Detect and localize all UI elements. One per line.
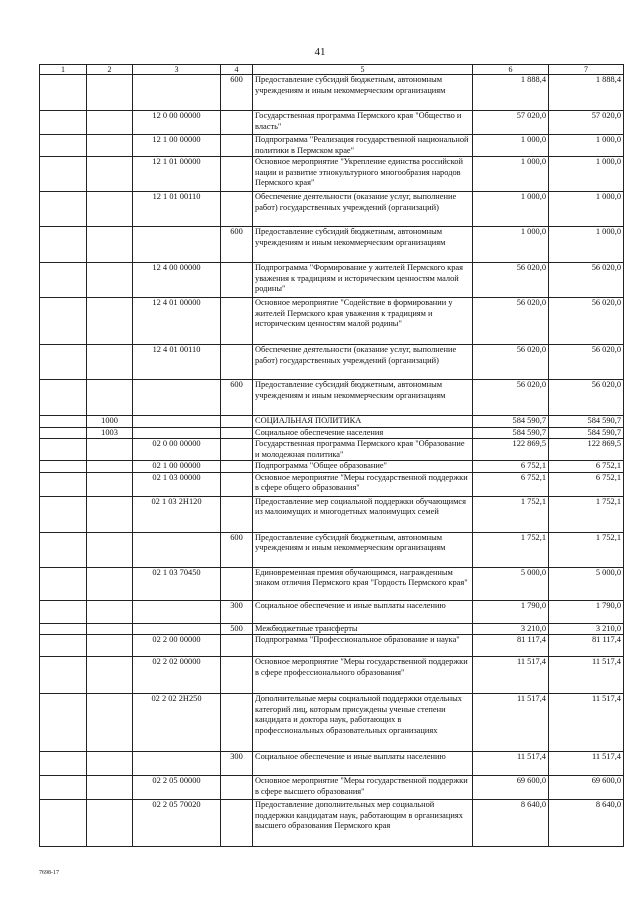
cell-col-1 bbox=[40, 472, 87, 496]
table-row bbox=[40, 532, 624, 567]
cell-amount-6: 11 517,4 bbox=[473, 694, 549, 752]
cell-expense-type: 300 bbox=[221, 600, 253, 623]
cell-target-code: 02 2 05 00000 bbox=[133, 776, 221, 800]
cell-col-1 bbox=[40, 298, 87, 345]
cell-name: Социальное обеспечение населения bbox=[253, 427, 473, 439]
header-col-3: 3 bbox=[133, 65, 221, 75]
cell-col-1 bbox=[40, 75, 87, 111]
cell-name: Обеспечение деятельности (оказание услуг, выполнение работ) государственных учреждений (организаций) bbox=[253, 345, 473, 380]
cell-section-code bbox=[87, 623, 133, 635]
table-row bbox=[40, 461, 624, 473]
cell-amount-6: 8 640,0 bbox=[473, 800, 549, 847]
cell-target-code: 12 0 00 00000 bbox=[133, 111, 221, 135]
cell-section-code bbox=[87, 600, 133, 623]
cell-section-code bbox=[87, 461, 133, 473]
cell-target-code: 12 4 01 00000 bbox=[133, 298, 221, 345]
cell-name: Государственная программа Пермского края "Общество и власть" bbox=[253, 111, 473, 135]
table-row bbox=[40, 380, 624, 416]
budget-table bbox=[39, 64, 624, 847]
cell-expense-type: 600 bbox=[221, 532, 253, 567]
cell-col-1 bbox=[40, 157, 87, 192]
table-header-row bbox=[40, 65, 624, 75]
cell-amount-6: 3 210,0 bbox=[473, 623, 549, 635]
cell-amount-7: 56 020,0 bbox=[549, 345, 624, 380]
cell-col-1 bbox=[40, 776, 87, 800]
table-row bbox=[40, 752, 624, 776]
cell-section-code bbox=[87, 635, 133, 657]
table-row bbox=[40, 135, 624, 157]
cell-amount-6: 584 590,7 bbox=[473, 427, 549, 439]
cell-col-1 bbox=[40, 600, 87, 623]
cell-section-code bbox=[87, 567, 133, 600]
cell-amount-7: 3 210,0 bbox=[549, 623, 624, 635]
cell-amount-7: 5 000,0 bbox=[549, 567, 624, 600]
cell-amount-7: 1 000,0 bbox=[549, 227, 624, 263]
cell-section-code bbox=[87, 380, 133, 416]
cell-name: Государственная программа Пермского края "Образование и молодежная политика" bbox=[253, 439, 473, 461]
cell-amount-6: 1 000,0 bbox=[473, 227, 549, 263]
cell-target-code: 02 1 03 2Н120 bbox=[133, 496, 221, 532]
cell-amount-6: 11 517,4 bbox=[473, 752, 549, 776]
cell-name: Подпрограмма "Формирование у жителей Пермского края уважения к традициям и историческим ценностям малой родины" bbox=[253, 263, 473, 298]
cell-expense-type bbox=[221, 694, 253, 752]
table-row bbox=[40, 439, 624, 461]
cell-amount-6: 122 869,5 bbox=[473, 439, 549, 461]
cell-col-1 bbox=[40, 111, 87, 135]
header-col-4: 4 bbox=[221, 65, 253, 75]
cell-name: Подпрограмма "Общее образование" bbox=[253, 461, 473, 473]
table-row bbox=[40, 635, 624, 657]
cell-amount-7: 11 517,4 bbox=[549, 657, 624, 694]
cell-col-1 bbox=[40, 380, 87, 416]
cell-name: Подпрограмма "Реализация государственной национальной политики в Пермском крае" bbox=[253, 135, 473, 157]
cell-amount-7: 1 888,4 bbox=[549, 75, 624, 111]
cell-section-code bbox=[87, 694, 133, 752]
cell-name: Дополнительные меры социальной поддержки отдельных категорий лиц, которым присуждены ученые степени кандидата и доктора наук, работающих в профессиональных образовательных организациях bbox=[253, 694, 473, 752]
cell-amount-6: 584 590,7 bbox=[473, 416, 549, 428]
table-row bbox=[40, 623, 624, 635]
cell-amount-7: 6 752,1 bbox=[549, 461, 624, 473]
table-row bbox=[40, 694, 624, 752]
cell-col-1 bbox=[40, 263, 87, 298]
cell-amount-6: 81 117,4 bbox=[473, 635, 549, 657]
cell-col-1 bbox=[40, 427, 87, 439]
cell-expense-type bbox=[221, 298, 253, 345]
cell-expense-type bbox=[221, 263, 253, 298]
cell-target-code bbox=[133, 427, 221, 439]
cell-section-code bbox=[87, 298, 133, 345]
cell-target-code: 12 4 00 00000 bbox=[133, 263, 221, 298]
cell-amount-6: 1 752,1 bbox=[473, 496, 549, 532]
cell-target-code bbox=[133, 416, 221, 428]
cell-section-code bbox=[87, 111, 133, 135]
cell-expense-type bbox=[221, 472, 253, 496]
cell-section-code bbox=[87, 800, 133, 847]
cell-amount-6: 56 020,0 bbox=[473, 263, 549, 298]
cell-amount-6: 56 020,0 bbox=[473, 298, 549, 345]
cell-target-code bbox=[133, 532, 221, 567]
cell-target-code bbox=[133, 600, 221, 623]
cell-section-code bbox=[87, 75, 133, 111]
cell-section-code bbox=[87, 657, 133, 694]
cell-amount-7: 584 590,7 bbox=[549, 416, 624, 428]
cell-amount-6: 56 020,0 bbox=[473, 380, 549, 416]
cell-name: Предоставление субсидий бюджетным, автономным учреждениям и иным некоммерческим организациям bbox=[253, 75, 473, 111]
cell-target-code: 12 4 01 00110 bbox=[133, 345, 221, 380]
cell-section-code bbox=[87, 472, 133, 496]
cell-col-1 bbox=[40, 532, 87, 567]
cell-target-code: 12 1 01 00110 bbox=[133, 192, 221, 227]
cell-col-1 bbox=[40, 623, 87, 635]
cell-target-code bbox=[133, 227, 221, 263]
cell-expense-type: 600 bbox=[221, 227, 253, 263]
cell-expense-type: 600 bbox=[221, 75, 253, 111]
cell-name: Предоставление дополнительных мер социальной поддержки кандидатам наук, работающим в организациях высшего образования Пермского края bbox=[253, 800, 473, 847]
cell-name: Подпрограмма "Профессиональное образование и наука" bbox=[253, 635, 473, 657]
cell-name: Основное мероприятие "Укрепление единства российской нации и развитие этнокультурного многообразия народов Пермского края" bbox=[253, 157, 473, 192]
cell-target-code: 02 0 00 00000 bbox=[133, 439, 221, 461]
cell-expense-type bbox=[221, 567, 253, 600]
cell-name: Предоставление субсидий бюджетным, автономным учреждениям и иным некоммерческим организациям bbox=[253, 227, 473, 263]
cell-section-code bbox=[87, 752, 133, 776]
cell-amount-7: 1 752,1 bbox=[549, 532, 624, 567]
cell-target-code bbox=[133, 75, 221, 111]
cell-amount-6: 56 020,0 bbox=[473, 345, 549, 380]
table-row bbox=[40, 567, 624, 600]
footer-code: 7698-17 bbox=[39, 870, 59, 876]
cell-target-code: 02 1 00 00000 bbox=[133, 461, 221, 473]
header-col-6: 6 bbox=[473, 65, 549, 75]
table-row bbox=[40, 75, 624, 111]
cell-expense-type bbox=[221, 135, 253, 157]
cell-expense-type bbox=[221, 439, 253, 461]
cell-col-1 bbox=[40, 800, 87, 847]
table-row bbox=[40, 427, 624, 439]
cell-target-code: 02 1 03 00000 bbox=[133, 472, 221, 496]
cell-col-1 bbox=[40, 135, 87, 157]
cell-amount-6: 1 000,0 bbox=[473, 157, 549, 192]
table-row bbox=[40, 800, 624, 847]
cell-target-code: 02 1 03 70450 bbox=[133, 567, 221, 600]
cell-name: Социальное обеспечение и иные выплаты населению bbox=[253, 752, 473, 776]
cell-amount-6: 1 790,0 bbox=[473, 600, 549, 623]
cell-target-code: 02 2 02 2Н250 bbox=[133, 694, 221, 752]
cell-target-code: 02 2 02 00000 bbox=[133, 657, 221, 694]
cell-amount-6: 1 888,4 bbox=[473, 75, 549, 111]
cell-col-1 bbox=[40, 345, 87, 380]
cell-amount-7: 11 517,4 bbox=[549, 694, 624, 752]
cell-col-1 bbox=[40, 694, 87, 752]
table-row bbox=[40, 298, 624, 345]
cell-amount-7: 1 000,0 bbox=[549, 192, 624, 227]
header-col-1: 1 bbox=[40, 65, 87, 75]
cell-amount-6: 1 000,0 bbox=[473, 135, 549, 157]
table-row bbox=[40, 345, 624, 380]
cell-amount-6: 1 752,1 bbox=[473, 532, 549, 567]
cell-expense-type bbox=[221, 192, 253, 227]
table-row bbox=[40, 657, 624, 694]
cell-expense-type bbox=[221, 800, 253, 847]
cell-target-code: 12 1 00 00000 bbox=[133, 135, 221, 157]
cell-col-1 bbox=[40, 567, 87, 600]
cell-col-1 bbox=[40, 461, 87, 473]
cell-col-1 bbox=[40, 227, 87, 263]
cell-target-code: 02 2 05 70020 bbox=[133, 800, 221, 847]
table-row bbox=[40, 157, 624, 192]
header-col-7: 7 bbox=[549, 65, 624, 75]
cell-expense-type bbox=[221, 345, 253, 380]
cell-amount-7: 1 000,0 bbox=[549, 157, 624, 192]
cell-section-code bbox=[87, 532, 133, 567]
cell-target-code: 02 2 00 00000 bbox=[133, 635, 221, 657]
cell-section-code bbox=[87, 157, 133, 192]
cell-amount-7: 1 790,0 bbox=[549, 600, 624, 623]
cell-name: Предоставление субсидий бюджетным, автономным учреждениям и иным некоммерческим организациям bbox=[253, 532, 473, 567]
cell-name: Межбюджетные трансферты bbox=[253, 623, 473, 635]
cell-name: СОЦИАЛЬНАЯ ПОЛИТИКА bbox=[253, 416, 473, 428]
table-row bbox=[40, 263, 624, 298]
cell-amount-7: 81 117,4 bbox=[549, 635, 624, 657]
cell-col-1 bbox=[40, 192, 87, 227]
cell-amount-7: 8 640,0 bbox=[549, 800, 624, 847]
cell-section-code: 1003 bbox=[87, 427, 133, 439]
table-row bbox=[40, 416, 624, 428]
cell-name: Основное мероприятие "Меры государственной поддержки в сфере общего образования" bbox=[253, 472, 473, 496]
header-col-2: 2 bbox=[87, 65, 133, 75]
cell-expense-type: 500 bbox=[221, 623, 253, 635]
cell-amount-7: 56 020,0 bbox=[549, 380, 624, 416]
cell-amount-7: 57 020,0 bbox=[549, 111, 624, 135]
cell-expense-type bbox=[221, 635, 253, 657]
cell-name: Основное мероприятие "Меры государственной поддержки в сфере профессионального образования" bbox=[253, 657, 473, 694]
table-row bbox=[40, 111, 624, 135]
cell-name: Единовременная премия обучающимся, награжденным знаком отличия Пермского края "Гордость Пермского края" bbox=[253, 567, 473, 600]
cell-amount-7: 122 869,5 bbox=[549, 439, 624, 461]
cell-section-code: 1000 bbox=[87, 416, 133, 428]
table-row bbox=[40, 600, 624, 623]
cell-amount-6: 11 517,4 bbox=[473, 657, 549, 694]
cell-amount-7: 1 000,0 bbox=[549, 135, 624, 157]
cell-name: Предоставление субсидий бюджетным, автономным учреждениям и иным некоммерческим организациям bbox=[253, 380, 473, 416]
cell-col-1 bbox=[40, 496, 87, 532]
cell-expense-type bbox=[221, 157, 253, 192]
cell-col-1 bbox=[40, 635, 87, 657]
table-row bbox=[40, 776, 624, 800]
cell-expense-type bbox=[221, 496, 253, 532]
cell-col-1 bbox=[40, 439, 87, 461]
cell-expense-type bbox=[221, 427, 253, 439]
cell-section-code bbox=[87, 135, 133, 157]
table-row bbox=[40, 192, 624, 227]
cell-expense-type: 300 bbox=[221, 752, 253, 776]
table-row bbox=[40, 496, 624, 532]
cell-col-1 bbox=[40, 657, 87, 694]
cell-expense-type bbox=[221, 461, 253, 473]
cell-target-code: 12 1 01 00000 bbox=[133, 157, 221, 192]
cell-target-code bbox=[133, 752, 221, 776]
page-number: 41 bbox=[314, 46, 326, 58]
cell-col-1 bbox=[40, 416, 87, 428]
cell-amount-7: 69 600,0 bbox=[549, 776, 624, 800]
cell-amount-7: 56 020,0 bbox=[549, 263, 624, 298]
cell-target-code bbox=[133, 623, 221, 635]
cell-amount-7: 6 752,1 bbox=[549, 472, 624, 496]
cell-amount-6: 69 600,0 bbox=[473, 776, 549, 800]
cell-expense-type: 600 bbox=[221, 380, 253, 416]
cell-expense-type bbox=[221, 111, 253, 135]
cell-amount-7: 584 590,7 bbox=[549, 427, 624, 439]
cell-section-code bbox=[87, 192, 133, 227]
cell-amount-6: 5 000,0 bbox=[473, 567, 549, 600]
cell-amount-6: 1 000,0 bbox=[473, 192, 549, 227]
cell-expense-type bbox=[221, 416, 253, 428]
cell-amount-7: 1 752,1 bbox=[549, 496, 624, 532]
cell-name: Основное мероприятие "Меры государственной поддержки в сфере высшего образования" bbox=[253, 776, 473, 800]
cell-section-code bbox=[87, 439, 133, 461]
cell-amount-6: 6 752,1 bbox=[473, 461, 549, 473]
cell-section-code bbox=[87, 345, 133, 380]
cell-amount-7: 11 517,4 bbox=[549, 752, 624, 776]
cell-expense-type bbox=[221, 657, 253, 694]
table-row bbox=[40, 227, 624, 263]
cell-amount-6: 6 752,1 bbox=[473, 472, 549, 496]
cell-name: Предоставление мер социальной поддержки обучающимся из малоимущих и многодетных малоимущих семей bbox=[253, 496, 473, 532]
cell-name: Основное мероприятие "Содействие в формировании у жителей Пермского края уважения к традициям и историческим ценностям малой родины" bbox=[253, 298, 473, 345]
cell-name: Социальное обеспечение и иные выплаты населению bbox=[253, 600, 473, 623]
cell-amount-7: 56 020,0 bbox=[549, 298, 624, 345]
cell-section-code bbox=[87, 227, 133, 263]
cell-col-1 bbox=[40, 752, 87, 776]
cell-section-code bbox=[87, 496, 133, 532]
cell-target-code bbox=[133, 380, 221, 416]
cell-section-code bbox=[87, 263, 133, 298]
table-row bbox=[40, 472, 624, 496]
cell-name: Обеспечение деятельности (оказание услуг, выполнение работ) государственных учреждений (организаций) bbox=[253, 192, 473, 227]
cell-expense-type bbox=[221, 776, 253, 800]
cell-section-code bbox=[87, 776, 133, 800]
cell-amount-6: 57 020,0 bbox=[473, 111, 549, 135]
header-col-5: 5 bbox=[253, 65, 473, 75]
